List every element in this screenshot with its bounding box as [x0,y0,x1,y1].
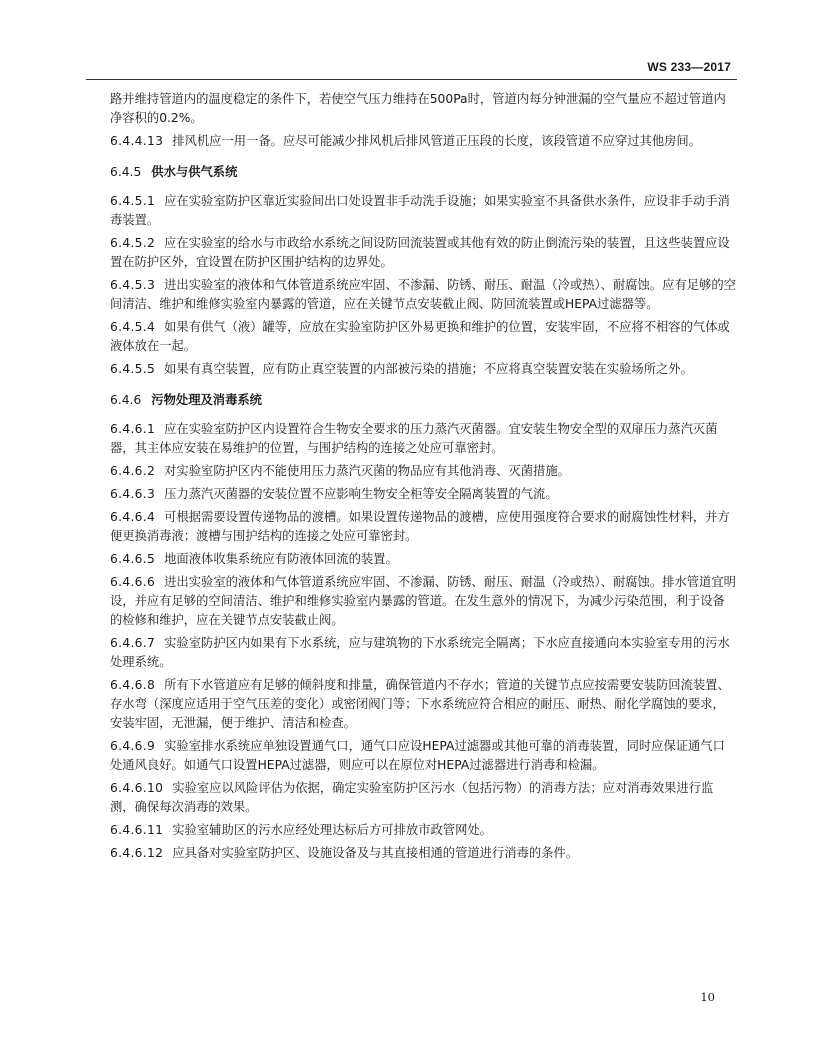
clause-6-4-5-2 [110,234,736,272]
clause-6-4-6-3 [110,485,736,504]
clause-number: 6.4.6.1 [110,422,156,436]
clause-text: 实验室防护区内如果有下水系统，应与建筑物的下水系统完全隔离；下水应直接通向本实验室专用的污水处理系统。 [110,636,730,669]
clause-text: 应具备对实验室防护区、设施设备及与其直接相通的管道进行消毒的条件。 [172,846,579,860]
clause-text: 压力蒸汽灭菌器的安装位置不应影响生物安全柜等安全隔离装置的气流。 [164,487,558,501]
section-title: 污物处理及消毒系统 [151,393,262,407]
clause-text: 应在实验室的给水与市政给水系统之间设防回流装置或其他有效的防止倒流污染的装置，且这些装置应设置在防护区外，宜设置在防护区围护结构的边界处。 [110,236,730,269]
clause-6-4-6-2 [110,462,736,481]
clause-number: 6.4.5.4 [110,320,156,334]
section-heading-6-4-5 [110,163,736,182]
clause-6-4-6-1 [110,420,736,458]
clause-number: 6.4.6.8 [110,678,156,692]
clause-number: 6.4.4.13 [110,134,164,148]
header-divider [86,79,737,80]
clause-6-4-6-7 [110,634,736,672]
clause-text: 如果有供气（液）罐等，应放在实验室防护区外易更换和维护的位置，安装牢固，不应将不相容的气体或液体放在一起。 [110,320,730,353]
section-number: 6.4.5 [110,165,142,179]
clause-text: 应在实验室防护区靠近实验间出口处设置非手动洗手设施；如果实验室不具备供水条件，应设非手动手消毒装置。 [110,194,730,227]
clause-number: 6.4.6.10 [110,781,164,795]
clause-number: 6.4.6.6 [110,575,156,589]
clause-text: 实验室排水系统应单独设置通气口，通气口应设HEPA过滤器或其他可靠的消毒装置，同时应保证通气口处通风良好。如通气口设置HEPA过滤器，则应可以在原位对HEPA过滤器进行消毒和检漏。 [110,739,725,772]
clause-text: 对实验室防护区内不能使用压力蒸汽灭菌的物品应有其他消毒、灭菌措施。 [164,464,570,478]
clause-6-4-5-3 [110,276,736,314]
clause-number: 6.4.5.3 [110,278,156,292]
clause-number: 6.4.6.4 [110,510,156,524]
section-heading-6-4-6 [110,391,736,410]
clause-number: 6.4.6.11 [110,823,164,837]
clause-number: 6.4.5.2 [110,236,156,250]
clause-text: 进出实验室的液体和气体管道系统应牢固、不渗漏、防锈、耐压、耐温（冷或热）、耐腐蚀。应有足够的空间清洁、维护和维修实验室内暴露的管道，应在关键节点安装截止阀、防回流装置或HEPA过滤器等。 [110,278,736,311]
clause-number: 6.4.6.12 [110,846,164,860]
clause-6-4-4-13 [110,132,736,151]
page-content [110,90,736,867]
clause-text: 实验室应以风险评估为依据，确定实验室防护区污水（包括污物）的消毒方法；应对消毒效果进行监测，确保每次消毒的效果。 [110,781,714,814]
clause-number: 6.4.6.3 [110,487,156,501]
clause-number: 6.4.6.2 [110,464,156,478]
clause-6-4-6-12 [110,844,736,863]
page-number: 10 [700,990,715,1004]
clause-6-4-5-5 [110,360,736,379]
continuation-paragraph: 路并维持管道内的温度稳定的条件下，若使空气压力维持在500Pa时，管道内每分钟泄漏的空气量应不超过管道内净容积的0.2%。 [110,92,726,125]
clause-number: 6.4.6.9 [110,739,156,753]
section-number: 6.4.6 [110,393,142,407]
clause-6-4-6-9 [110,737,736,775]
clause-6-4-6-6 [110,573,736,630]
clause-text: 应在实验室防护区内设置符合生物安全要求的压力蒸汽灭菌器。宜安装生物安全型的双扉压力蒸汽灭菌器，其主体应安装在易维护的位置，与围护结构的连接之处应可靠密封。 [110,422,718,455]
clause-text: 实验室辅助区的污水应经处理达标后方可排放市政管网处。 [172,823,492,837]
clause-text: 可根据需要设置传递物品的渡槽。如果设置传递物品的渡槽，应使用强度符合要求的耐腐蚀性材料，并方便更换消毒液；渡槽与围护结构的连接之处应可靠密封。 [110,510,730,543]
clause-6-4-6-4 [110,508,736,546]
clause-text: 地面液体收集系统应有防液体回流的装置。 [164,552,398,566]
clause-number: 6.4.5.1 [110,194,156,208]
section-title: 供水与供气系统 [151,165,238,179]
document-code: WS 233—2017 [647,60,731,74]
clause-text: 所有下水管道应有足够的倾斜度和排量，确保管道内不存水；管道的关键节点应按需要安装防回流装置、存水弯（深度应适用于空气压差的变化）或密闭阀门等；下水系统应符合相应的耐压、耐热、耐化学腐蚀的要求，安装牢固，无泄漏，便于维护、清洁和检查。 [110,678,730,730]
clause-6-4-6-5 [110,550,736,569]
clause-text: 进出实验室的液体和气体管道系统应牢固、不渗漏、防锈、耐压、耐温（冷或热）、耐腐蚀。排水管道宜明设，并应有足够的空间清洁、维护和维修实验室内暴露的管道。在发生意外的情况下，为减少污染范围，利于设备的检修和维护，应在关键节点安装截止阀。 [110,575,736,627]
clause-6-4-6-10 [110,779,736,817]
clause-text: 排风机应一用一备。应尽可能减少排风机后排风管道正压段的长度，该段管道不应穿过其他房间。 [172,134,702,148]
clause-6-4-5-4 [110,318,736,356]
clause-number: 6.4.6.7 [110,636,156,650]
clause-number: 6.4.6.5 [110,552,156,566]
clause-6-4-6-8 [110,676,736,733]
clause-number: 6.4.5.5 [110,362,156,376]
clause-6-4-6-11 [110,821,736,840]
clause-6-4-5-1 [110,192,736,230]
clause-text: 如果有真空装置，应有防止真空装置的内部被污染的措施；不应将真空装置安装在实验场所之外。 [164,362,693,376]
